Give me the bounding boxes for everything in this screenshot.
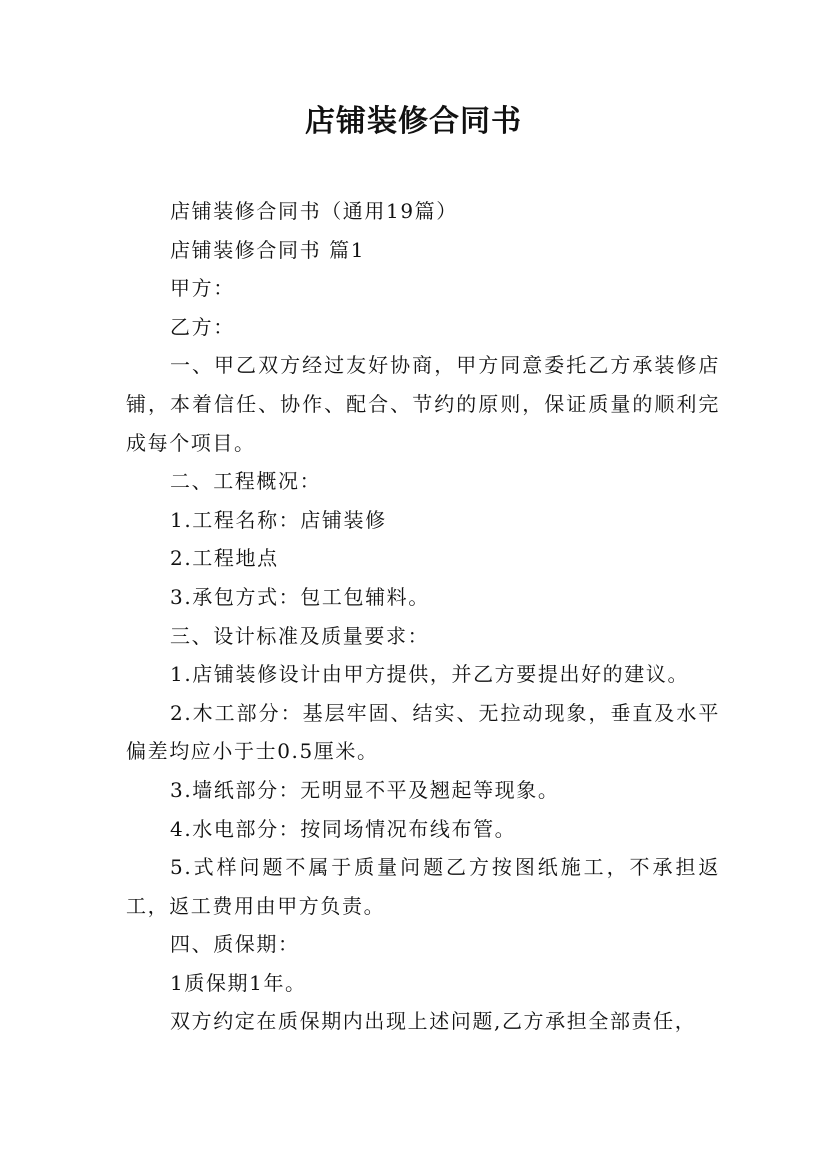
paragraph-clause-4-heading: 四、质保期： — [170, 932, 300, 957]
paragraph-design: 1.店铺装修设计由甲方提供，并乙方要提出好的建议。 — [170, 662, 690, 687]
paragraph-style-issues: 5.式样问题不属于质量问题乙方按图纸施工，不承担返工，返工费用由甲方负责。 — [126, 855, 720, 918]
paragraph-party-a: 甲方： — [170, 276, 235, 301]
paragraph-clause-2-heading: 二、工程概况： — [170, 469, 322, 494]
paragraph-warranty-terms: 双方约定在质保期内出现上述问题,乙方承担全部责任， — [170, 1009, 697, 1034]
paragraph-section-heading: 店铺装修合同书 篇1 — [170, 237, 366, 262]
paragraph-subtitle: 店铺装修合同书（通用19篇） — [170, 199, 458, 223]
paragraph-project-location: 2.工程地点 — [170, 546, 279, 571]
paragraph-contract-method: 3.承包方式：包工包辅料。 — [170, 584, 430, 609]
paragraph-plumbing-electric: 4.水电部分：按同场情况布线布管。 — [170, 816, 517, 841]
paragraph-clause-3-heading: 三、设计标准及质量要求： — [170, 623, 430, 648]
paragraph-clause-1: 一、甲乙双方经过友好协商，甲方同意委托乙方承装修店铺，本着信任、协作、配合、节约的原则，保证质量的顺利完成每个项目。 — [126, 353, 720, 455]
paragraph-warranty-period: 1质保期1年。 — [170, 970, 307, 995]
document-title: 店铺装修合同书 — [305, 104, 522, 139]
paragraph-party-b: 乙方： — [170, 314, 235, 339]
paragraph-project-name: 1.工程名称：店铺装修 — [170, 507, 387, 532]
document-body — [126, 192, 720, 1041]
paragraph-wallpaper: 3.墙纸部分：无明显不平及翘起等现象。 — [170, 777, 560, 802]
paragraph-carpentry: 2.木工部分：基层牢固、结实、无拉动现象，垂直及水平偏差均应小于士0.5厘米。 — [126, 700, 720, 764]
